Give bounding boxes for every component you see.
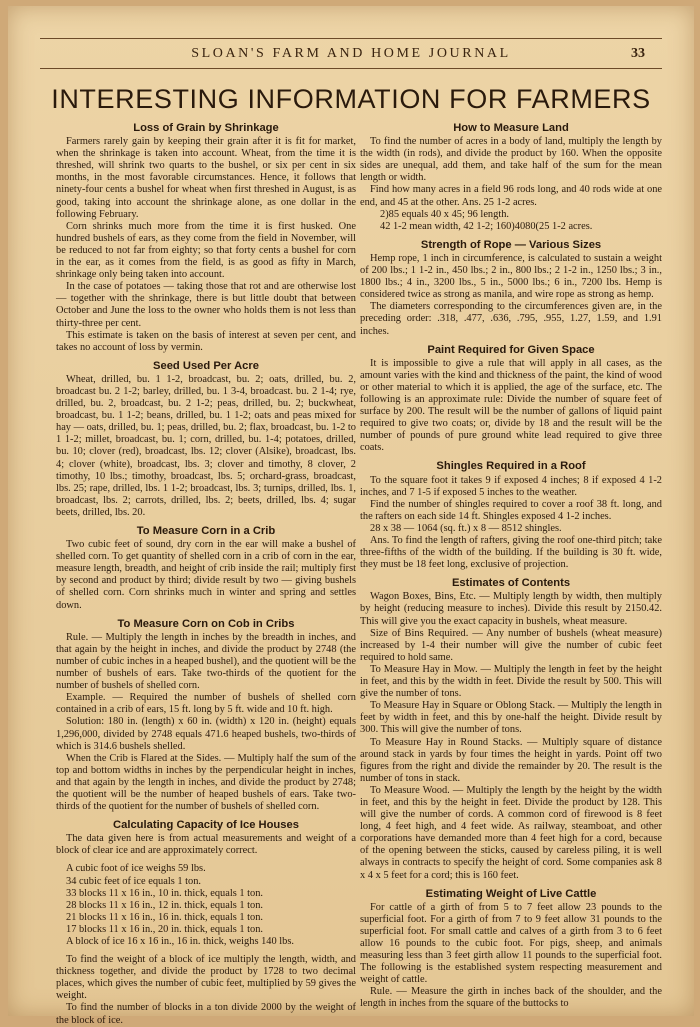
ice-table-row: A cubic foot of ice weighs 59 lbs. [66, 863, 206, 875]
paragraph: To find the number of blocks in a ton divide 2000 by the weight of the block of ice. [56, 1002, 356, 1026]
heading-measure-land: How to Measure Land [453, 122, 569, 134]
right-column [360, 116, 662, 1011]
page-number: 33 [631, 46, 645, 61]
journal-name: SLOAN'S FARM AND HOME JOURNAL [191, 46, 511, 61]
paragraph: To find the weight of a block of ice multiply the length, width, and thickness together, and divide the product by 1728 to two decimal places, which gives the number of cubic feet, multiplied by 59 gives the weight. [56, 954, 356, 1002]
paragraph: It is impossible to give a rule that will apply in all cases, as the amount varies with the kind and thickness of the paint, the kind of wood or other material to which it is applied, the age of the surface, etc. The following is an approximate rule: Divide the number of square feet of surface by 200. The result will be the number of gallons of liquid paint required to give two coats; or, divide by 18 and the result will be the number of pounds of pure ground white lead required to give three coats. [360, 357, 662, 454]
header-bottom-rule [40, 68, 662, 69]
ice-table-row: 33 blocks 11 x 16 in., 10 in. thick, equals 1 ton. [66, 887, 264, 899]
paragraph: Rule. — Multiply the length in inches by the breadth in inches, and that again by the height in inches, and divide the product by 2748 (the number of cubic inches in a heaped bushel), and the quotient will be the number of bushels of ears. Take two-thirds of the quotient for the number of bushels of shelled corn. [56, 631, 356, 692]
heading-shingles: Shingles Required in a Roof [436, 460, 586, 473]
paragraph: To Measure Wood. — Multiply the length by the height by the width in feet, and this by the height in feet. Divide the product by 128. This will give the number of cords. A common cord of firewood is 8 feet long, 4 feet high, and 4 feet wide. As railway, steamboat, and other corporations have demanded more than 4 feet high for a cord, because of the opening between the sticks, caused by careless piling, it is well always in contracts to specify the height of cord. Some companies ask 8 x 4 x 5 feet for a cord; this is 160 feet. [360, 784, 662, 881]
paragraph: Solution: 180 in. (length) x 60 in. (width) x 120 in. (height) equals 1,296,000, divided by 2748 equals 471.6 heaped bushels, two-thirds of which is 314.6 bushels shelled. [56, 716, 356, 752]
paragraph: 28 x 38 — 1064 (sq. ft.) x 8 — 8512 shingles. [370, 522, 562, 534]
heading-strength-of-rope: Strength of Rope — Various Sizes [420, 238, 602, 251]
paragraph: Ans. To find the length of rafters, giving the roof one-third pitch; take three-fifths of the width of the building. If the building is 30 ft. wide, they must be 18 feet long, exclusive of projection. [360, 535, 662, 571]
heading-paint-required: Paint Required for Given Space [427, 343, 595, 356]
heading-estimates-of-contents: Estimates of Contents [451, 577, 571, 590]
paragraph: In the case of potatoes — taking those that rot and are otherwise lost — together with the shrinkage, there is but little doubt that between October and June the loss to the owner who holds them is not less than thirty-three per cent. [56, 281, 356, 329]
paragraph: Corn shrinks much more from the time it is first husked. One hundred bushels of ears, as they come from the field in November, will be reduced to not far from eighty; so that forty cents a bushel for corn in the ear, as it comes from the field, is as good as fifty in March, shrinkage only being taken into account. [56, 220, 356, 281]
calculation-line: 42 1-2 mean width, 42 1-2; 160)4080(25 1-2 acres. [380, 220, 593, 232]
paragraph: Example. — Required the number of bushels of shelled corn contained in a crib of ears, 15 ft. long by 5 ft. wide and 10 ft. high. [56, 692, 356, 716]
ice-table-row: 21 blocks 11 x 16 in., 16 in. thick, equals 1 ton. [66, 911, 264, 923]
paragraph: To find the number of acres in a body of land, multiply the length by the width (in rods), and divide the product by 160. When the opposite sides are unequal, add them, and take half of the sum for the mean length or width. [360, 136, 662, 184]
heading-corn-in-crib: To Measure Corn in a Crib [136, 525, 276, 537]
calculation-line: 2)85 equals 40 x 45; 96 length. [380, 208, 510, 220]
heading-ice-houses: Calculating Capacity of Ice Houses [113, 819, 299, 832]
paragraph: For cattle of a girth of from 5 to 7 feet allow 23 pounds to the superficial foot. For a girth of from 7 to 9 feet allow 31 pounds to the superficial foot. For small cattle and calves of a girth from 3 to 6 feet allow 16 pounds to the cubic foot. For pigs, sheep, and animals measuring less than 3 feet girth allow 11 pounds to the superficial foot. The following is the established system respecting measurement and weight of cattle. [360, 901, 662, 986]
left-column [56, 116, 356, 1027]
page-title: INTERESTING INFORMATION FOR FARMERS [51, 84, 651, 114]
paragraph: Farmers rarely gain by keeping their grain after it is fit for market, when the shrinkage is taken into account. Wheat, from the time it is threshed, will shrink two quarts to the bushel, or six per cent in six months, in the most favorable circumstances. Hence, it follows that ninety-four cents a bushel for wheat when first threshed in August, is as good, taking into account the shrinkage alone, as one dollar in the following February. [56, 136, 356, 220]
heading-loss-of-grain: Loss of Grain by Shrinkage [133, 122, 279, 134]
running-header [8, 6, 694, 72]
ice-table-row: 28 blocks 11 x 16 in., 12 in. thick, equals 1 ton. [66, 899, 264, 911]
paragraph: The data given here is from actual measurements and weight of a block of clear ice and are approximately correct. [56, 833, 356, 857]
ice-table-row: 17 blocks 11 x 16 in., 20 in. thick, equals 1 ton. [66, 923, 264, 935]
paragraph: Find the number of shingles required to cover a roof 38 ft. long, and the rafters on each side 14 ft. Shingles exposed 4 1-2 inches. [360, 498, 662, 522]
paragraph: Size of Bins Required. — Any number of bushels (wheat measure) increased by 1-4 their number will give the number of cubic feet required to hold same. [360, 627, 662, 663]
paragraph: To the square foot it takes 9 if exposed 4 inches; 8 if exposed 4 1-2 inches, and 7 1-5 if exposed 5 inches to the weather. [360, 474, 662, 498]
paragraph: Two cubic feet of sound, dry corn in the ear will make a bushel of shelled corn. To get quantity of shelled corn in a crib of corn in the ear, measure length, breadth, and height of crib inside the rail; multiply first by second and product by third; divide result by two — giving bushels of shelled corn. Corn shrinks much in winter and spring and settles down. [56, 539, 356, 611]
ice-table [66, 863, 356, 948]
heading-corn-on-cob: To Measure Corn on Cob in Cribs [117, 617, 295, 630]
paragraph: To Measure Hay in Square or Oblong Stack. — Multiply the length in feet by width in feet, and this by one-half the height. Divide result by 300. This will give the number of tons. [360, 700, 662, 736]
paragraph: The diameters corresponding to the circumferences given are, in the preceding order: .318, .477, .636, .795, .955, 1.27, 1.59, and 1.91 inches. [360, 301, 662, 337]
heading-seed-per-acre: Seed Used Per Acre [153, 359, 259, 372]
paragraph: To Measure Hay in Round Stacks. — Multiply square of distance around stack in yards by four times the height in yards. Point off two figures from the right and divide the remainder by 20. The result is the number of tons in stack. [360, 736, 662, 784]
paragraph: This estimate is taken on the basis of interest at seven per cent, and takes no account of loss by vermin. [56, 329, 356, 353]
paragraph: When the Crib is Flared at the Sides. — Multiply half the sum of the top and bottom widths in inches by the perpendicular height in inches, and that again by the length in inches, and divide the product by 2748; the quotient will be the number of heaped bushels of ears. Take two-thirds of the quotient for the number of bushels of shelled corn. [56, 752, 356, 813]
header-top-rule [40, 38, 662, 39]
page [8, 6, 694, 1026]
ice-table-row: 34 cubic feet of ice equals 1 ton. [66, 875, 202, 887]
paragraph: Rule. — Measure the girth in inches back of the shoulder, and the length in inches from the square of the buttocks to [360, 986, 662, 1010]
paragraph: Hemp rope, 1 inch in circumference, is calculated to sustain a weight of 200 lbs.; 1 1-2 in., 450 lbs.; 2 in., 800 lbs.; 2 1-2 in., 1250 lbs.; 3 in., 1800 lbs.; 4 in., 3200 lbs., 5 in., 5000 lbs.; 6 in., 7200 lbs. Hemp is considered twice as strong as manila, and wire rope as strong as hemp. [360, 252, 662, 301]
heading-live-cattle: Estimating Weight of Live Cattle [425, 887, 597, 900]
paragraph: Wagon Boxes, Bins, Etc. — Multiply length by width, then multiply by height (reducing measure to inches). Divide this result by 2150.42. This will give you the exact capacity in bushels, wheat measure. [360, 591, 662, 627]
paragraph: Wheat, drilled, bu. 1 1-2, broadcast, bu. 2; oats, drilled, bu. 2, broadcast bu. 2 1-2; barley, drilled, bu. 1 3-4, broadcast. bu. 2 1-4; rye, drilled, bu. 2, broadcast, bu. 2 1-2; peas, drilled, bu. 2; buckwheat, broadcast, bu. 1 1-2; beans, drilled, bu. 1 1-2; oats and peas mixed for hay — oats, drilled, bu. 1; peas, drilled, bu. 2; flax, broadcast, bu. 1-2 to 1 1-2; millet, broadcast, bu. 1; corn, drilled, bu. 1-4; potatoes, drilled, bu. 10; clover (red), broadcast, lbs. 12; clover (Alsike), broadcast, lbs. 4; clover (white), broadcast, lbs. 3; clover and timothy, 8 clover, 2 timothy, 10 lbs.; timothy, broadcast, lbs. 5; orchard-grass, broadcast, lbs. 25; rape, drilled, lbs. 1 1-2; broadcast, lbs. 3; turnips, drilled, lbs. 1, broadcast, lbs. 2; carrots, drilled, lbs. 2; beets, drilled, lbs. 4; sugar beets, drilled, lbs. 20. [56, 373, 356, 518]
paragraph: Find how many acres in a field 96 rods long, and 40 rods wide at one end, and 45 at the other. Ans. 25 1-2 acres. [360, 184, 662, 208]
paragraph: To Measure Hay in Mow. — Multiply the length in feet by the height in feet, and this by the width in feet. Divide the result by 500. This will give the number of tons. [360, 663, 662, 700]
ice-table-row: A block of ice 16 x 16 in., 16 in. thick, weighs 140 lbs. [66, 936, 294, 947]
